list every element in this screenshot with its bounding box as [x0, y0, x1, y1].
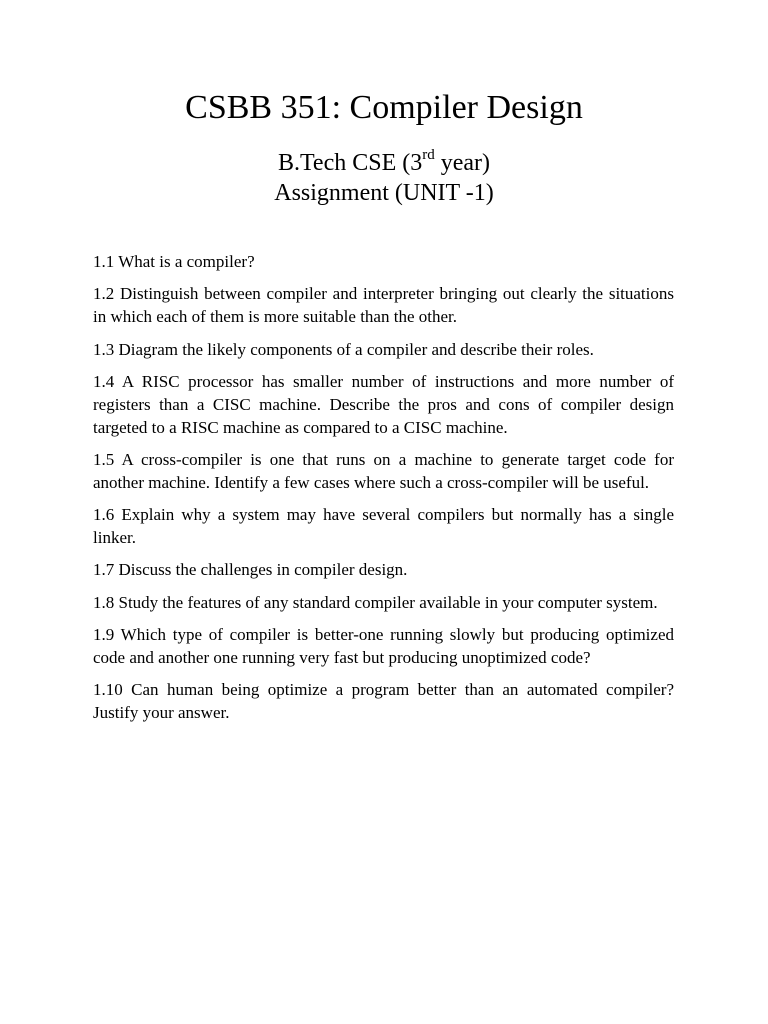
question-1-4: 1.4 A RISC processor has smaller number of instructions and more number of registers than a CISC machine. Describe the pros and cons of compiler design targeted to a RISC machine as compared to a CISC machine. — [93, 371, 674, 437]
assignment-title: Assignment (UNIT -1) — [274, 180, 494, 206]
question-1-10: 1.10 Can human being optimize a program better than an automated compiler? Justify your answer. — [93, 680, 674, 723]
question-list — [93, 251, 674, 734]
program-suffix: year) — [434, 150, 491, 176]
question-1-5: 1.5 A cross-compiler is one that runs on a machine to generate target code for another machine. Identify a few cases where such a cross-compiler will be useful. — [93, 449, 674, 492]
question-1-2: 1.2 Distinguish between compiler and interpreter bringing out clearly the situations in which each of them is more suitable than the other. — [93, 284, 674, 327]
program-line — [0, 148, 768, 178]
question-1-9: 1.9 Which type of compiler is better-one running slowly but producing optimized code and another one running very fast but producing unoptimized code? — [93, 625, 674, 667]
question-1-3: 1.3 Diagram the likely components of a compiler and describe their roles. — [93, 339, 594, 359]
question-1-8: 1.8 Study the features of any standard compiler available in your computer system. — [93, 592, 658, 612]
course-title: CSBB 351: Compiler Design — [185, 89, 583, 126]
program-prefix: B.Tech CSE (3 — [277, 150, 423, 176]
question-1-7: 1.7 Discuss the challenges in compiler design. — [93, 560, 408, 580]
question-1-1: 1.1 What is a compiler? — [93, 252, 255, 271]
question-1-6: 1.6 Explain why a system may have several compilers but normally has a single linker. — [93, 505, 674, 547]
program-superscript: rd — [422, 147, 435, 163]
